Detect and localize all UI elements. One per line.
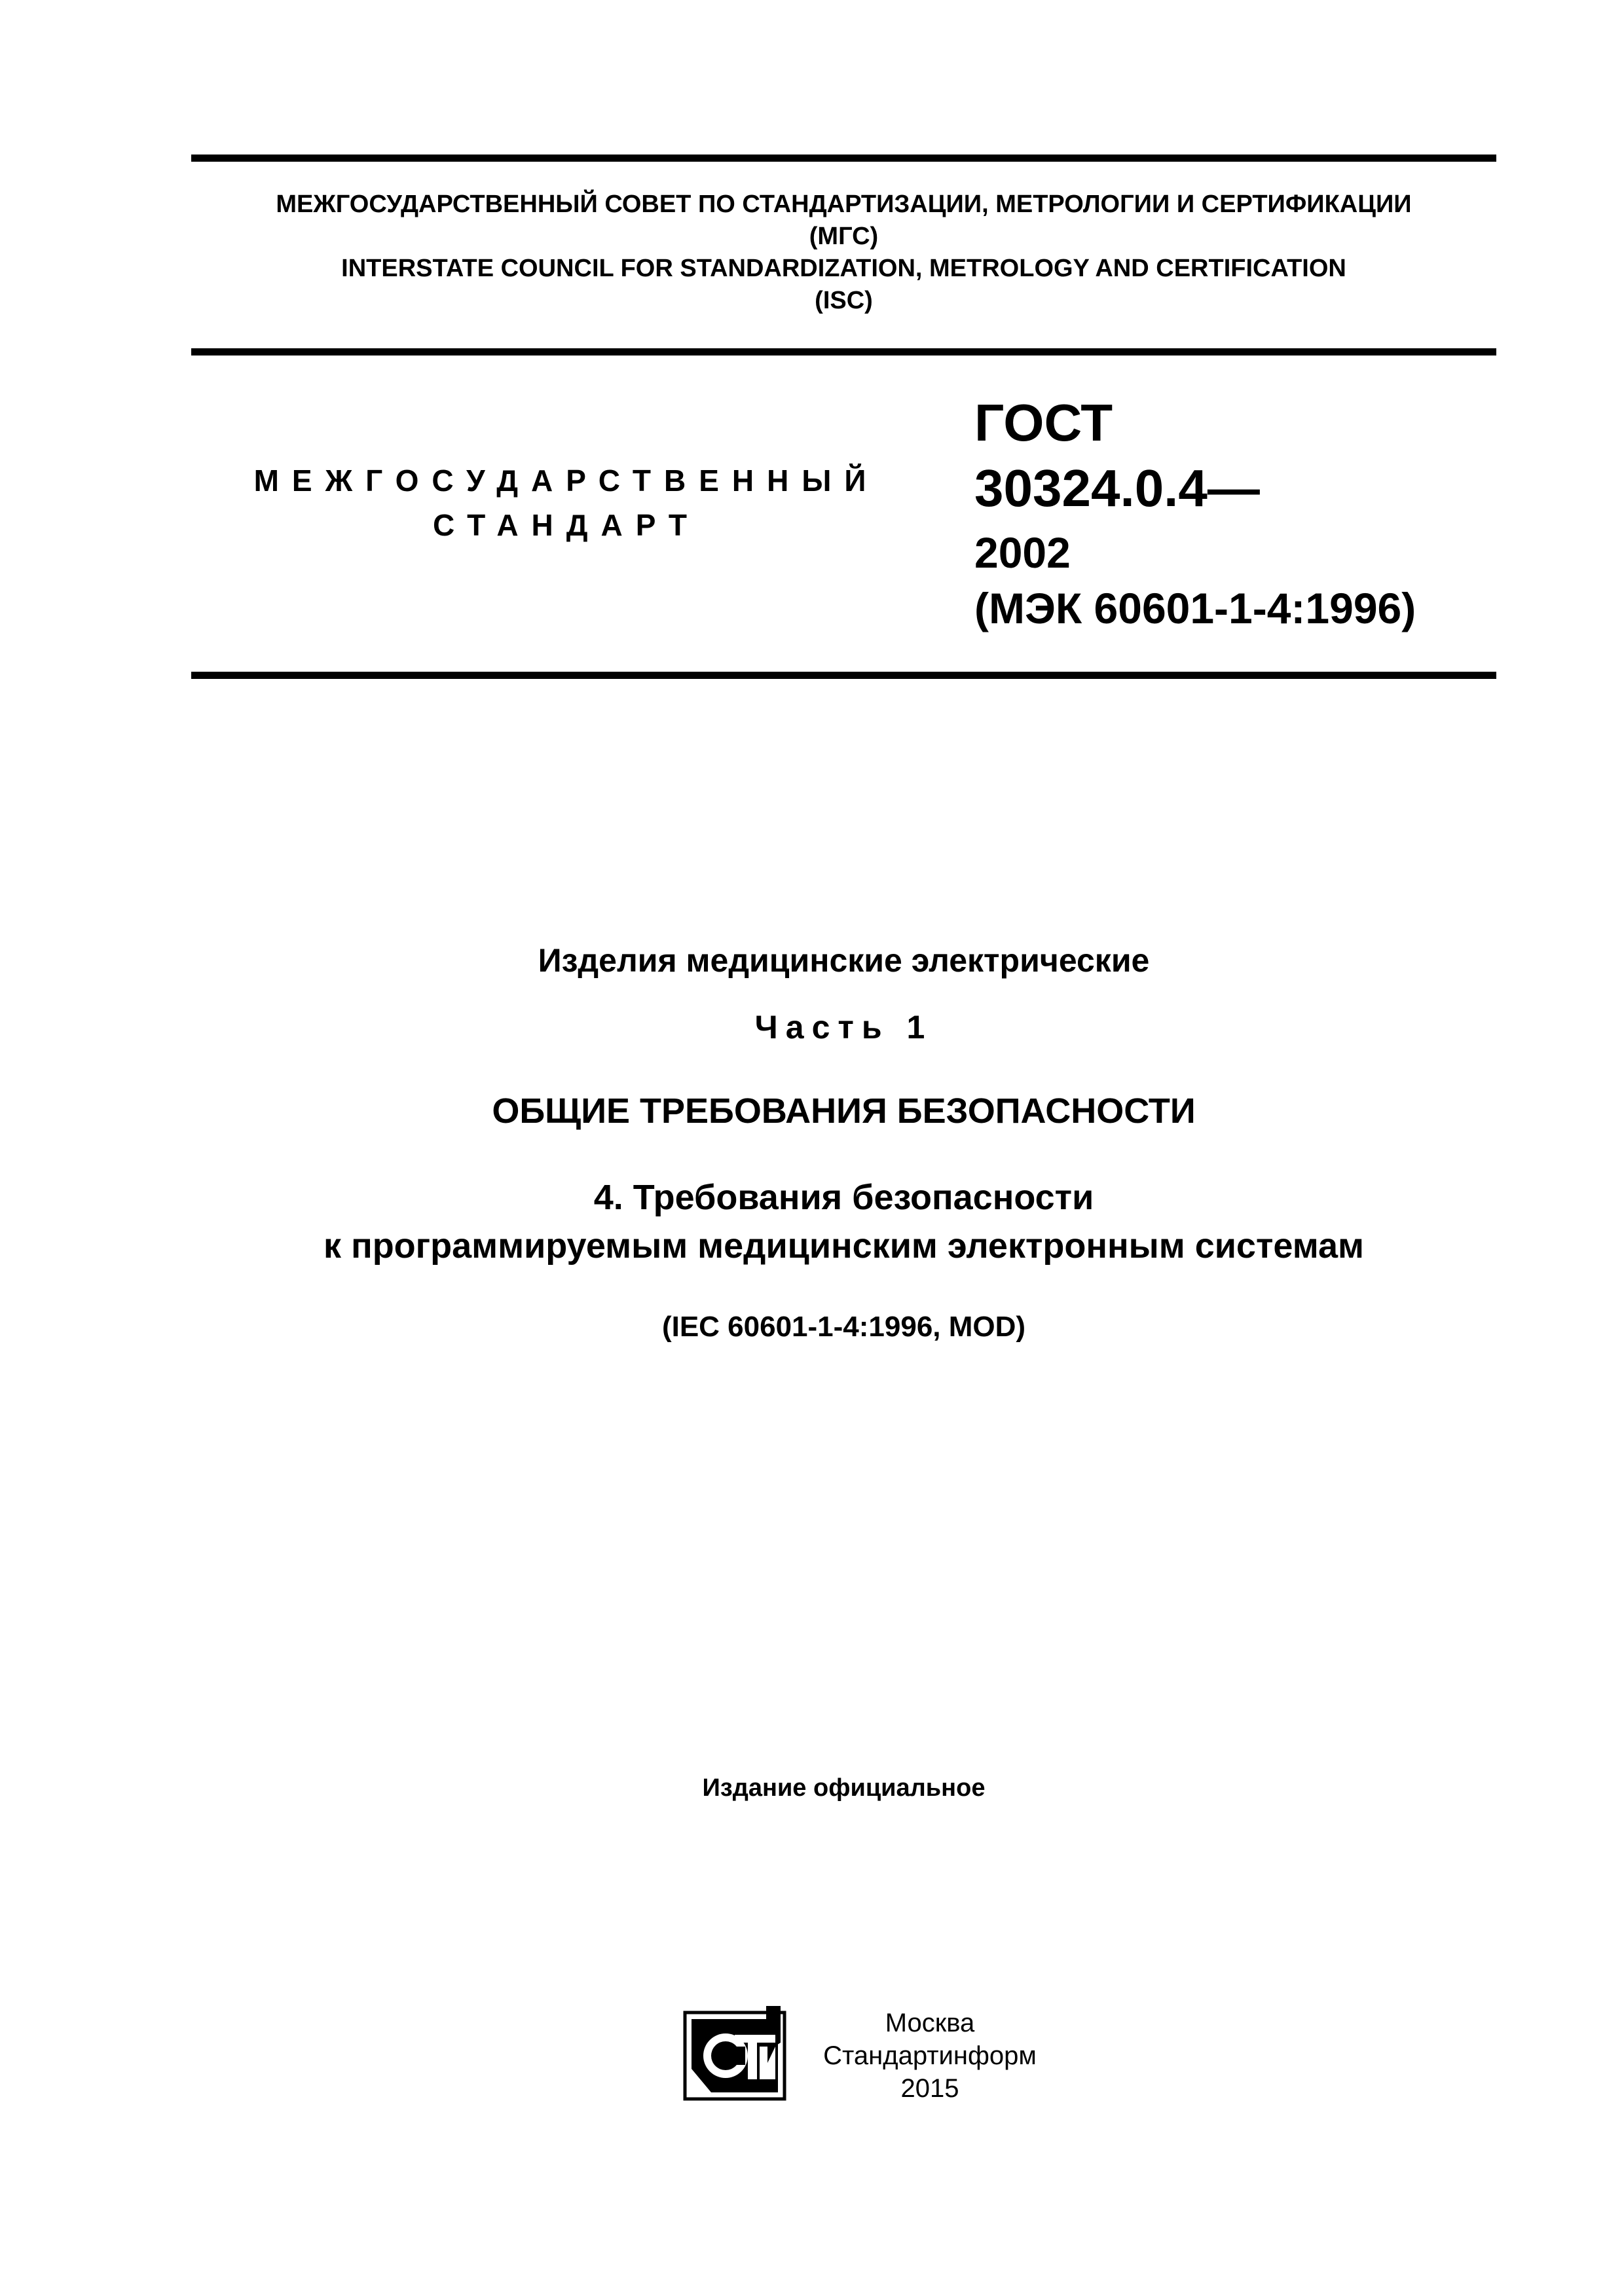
document-subtitle-line1: 4. Требования безопасности [593, 1178, 1094, 1217]
document-iec-mod: (IEC 60601-1-4:1996, MOD) [661, 1311, 1026, 1343]
standard-identifier [974, 390, 1416, 636]
document-section: ОБЩИЕ ТРЕБОВАНИЯ БЕЗОПАСНОСТИ [492, 1091, 1196, 1131]
standard-kind [216, 458, 917, 547]
top-rule [191, 155, 1496, 162]
council-name-ru: МЕЖГОСУДАРСТВЕННЫЙ СОВЕТ ПО СТАНДАРТИЗАЦИИ, МЕТРОЛОГИИ И СЕРТИФИКАЦИИ [276, 191, 1412, 218]
standard-kind-line2: СТАНДАРТ [433, 508, 700, 542]
edition-label: Издание официальное [702, 1774, 986, 1802]
document-part: Часть 1 [754, 1009, 933, 1046]
header-bottom-rule [191, 348, 1496, 355]
standard-number: 30324.0.4— [974, 459, 1260, 517]
publisher-name: Стандартинформ [823, 2041, 1037, 2070]
publisher-block [786, 2007, 1074, 2105]
publisher-year: 2015 [900, 2074, 959, 2103]
standartinform-logo-icon [682, 2003, 787, 2102]
council-header [191, 189, 1496, 317]
council-abbr-en: (ISC) [815, 287, 873, 314]
standard-iec-reference: (МЭК 60601-1-4:1996) [974, 584, 1416, 632]
standard-year: 2002 [974, 528, 1071, 577]
publisher-city: Москва [885, 2009, 975, 2037]
council-name-en: INTERSTATE COUNCIL FOR STANDARDIZATION, METROLOGY AND CERTIFICATION [341, 255, 1346, 282]
document-title-main: Изделия медицинские электрические [538, 942, 1150, 979]
council-abbr-ru: (МГС) [809, 223, 879, 250]
standard-designation: ГОСТ [974, 393, 1113, 452]
standard-kind-line1: МЕЖГОСУДАРСТВЕННЫЙ [253, 464, 879, 498]
identifier-bottom-rule [191, 672, 1496, 679]
document-subtitle-line2: к программируемым медицинским электронным системам [323, 1226, 1364, 1266]
